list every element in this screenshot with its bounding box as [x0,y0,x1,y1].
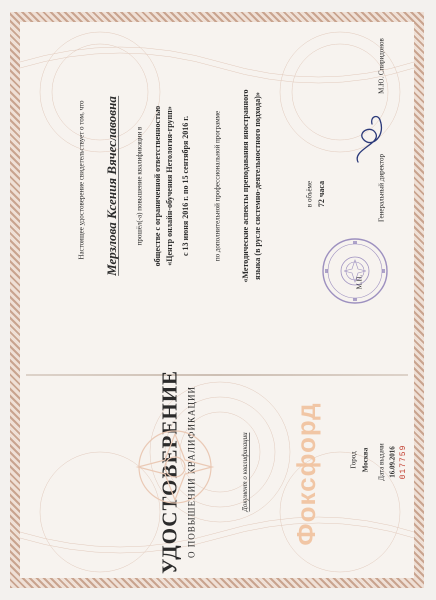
volume-label: в объёме [305,180,314,208]
city-value: Москва [361,447,370,473]
mp-label: М.П. [355,274,364,290]
director-name: М.Ю. Спиридонов [377,38,386,94]
certificate-subtitle: О ПОВЫШЕНИИ КВАЛИФИКАЦИИ [186,385,197,559]
organization-line-1: обществе с ограниченной ответственностью [153,105,162,267]
recipient-name [105,96,119,276]
document-type-text: Документ о квалификации [241,432,249,512]
program-title-line-1: «Методические аспекты преподавания иностранного [241,89,250,283]
director-title: Генеральный директор [377,154,386,222]
certificate-title: УДОСТОВЕРЕНИЕ [157,369,182,575]
intro-text: Настоящее удостоверение свидетельствует о том, что [77,100,86,260]
serial-number: 017759 [399,444,408,480]
program-title-line-2: языка (в русле системно-деятельностного подхода)» [253,92,262,280]
director-signature [350,110,390,170]
center-fold [26,374,408,376]
volume-value: 72 часа [317,180,326,208]
fox-emblem-watermark [130,422,220,512]
city-label: Город [349,451,358,469]
issue-date-label: Дата выдачи [377,443,386,481]
certificate-sheet [10,12,424,588]
organization-line-2: «Центр онлайн-обучения Нетология-групп» [165,106,174,266]
document-type [242,432,250,511]
training-period: с 13 июня 2016 г. по 15 сентября 2016 г. [181,115,190,257]
program-intro: по дополнительной профессиональной программе [213,110,222,262]
brand-watermark: Фоксфорд [291,402,321,546]
recipient-name-text: Мерзлова Ксения Вячеславовна [104,96,119,276]
issue-date-value: 16.09.2016 [388,446,397,478]
training-passed-text: прошёл(-а) повышение квалификации в [135,126,144,246]
seal-stamp [320,236,390,306]
